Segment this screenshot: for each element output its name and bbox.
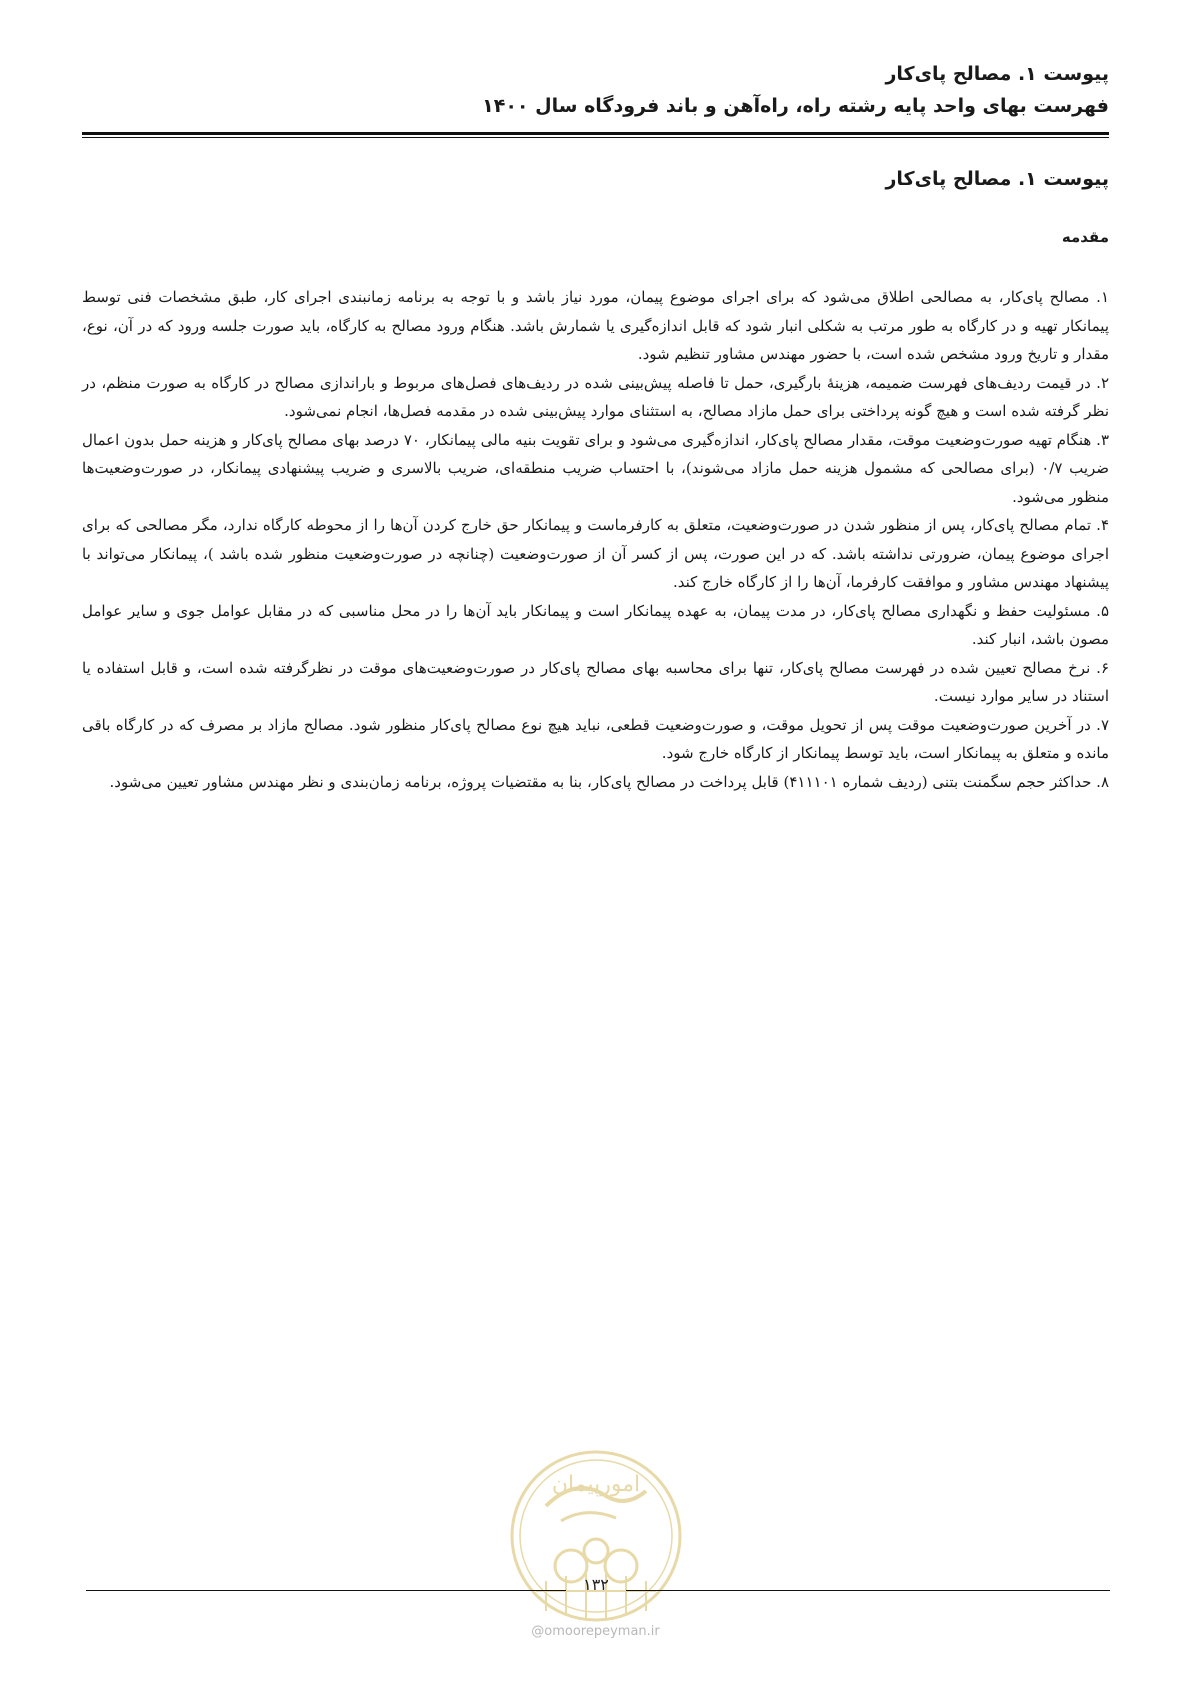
header-rule-thick [82, 132, 1109, 135]
website-watermark: @omoorepeyman.ir [531, 1624, 660, 1639]
paragraph-3: ۳. هنگام تهیه صورت‌وضعیت موقت، مقدار مصالح پای‌کار، اندازه‌گیری می‌شود و برای تقویت بنیه مالی پیمانکار، ۷۰ درصد بهای مصالح پای‌کار و هزینه حمل بدون اعمال ضریب ۰/۷ (برای مصالحی که مشمول هزینه حمل مازاد می‌شوند)، با احتساب ضریب منطقه‌ای، ضریب بالاسری و ضریب پیشنهادی پیمانکار، در صورت‌وضعیت‌ها منظور می‌شود. [82, 430, 1110, 506]
omoore-peyman-seal-icon [506, 1446, 686, 1626]
header-price-list-title: فهرست بهای واحد پایه رشته راه، راه‌آهن و باند فرودگاه سال ۱۴۰۰ [482, 95, 1109, 117]
header-rule-thin [82, 137, 1109, 138]
header-appendix-title: پیوست ۱. مصالح پای‌کار [885, 63, 1109, 85]
paragraph-2: ۲. در قیمت ردیف‌های فهرست ضمیمه، هزینهٔ بارگیری، حمل تا فاصله پیش‌بینی شده در ردیف‌های فصل‌های مربوط و باراندازی مصالح در کارگاه به صورت منظم، در نظر گرفته شده است و هیچ گونه پرداختی برای حمل مازاد مصالح، به استثنای موارد پیش‌بینی شده در مقدمه فصل‌ها، انجام نمی‌شود. [82, 373, 1109, 420]
paragraph-6: ۶. نرخ مصالح تعیین شده در فهرست مصالح پای‌کار، تنها برای محاسبه بهای مصالح پای‌کار در صورت‌وضعیت‌های موقت در نظرگرفته شده است، و قابل استفاده یا استناد در سایر موارد نیست. [82, 658, 1109, 705]
footer-rule-left [86, 1590, 566, 1591]
footer-rule-right [626, 1590, 1110, 1591]
paragraph-1: ۱. مصالح پای‌کار، به مصالحی اطلاق می‌شود که برای اجرای موضوع پیمان، مورد نیاز باشد و با توجه به برنامه زمانبندی اجرای کار، طبق مشخصات فنی توسط پیمانکار تهیه و در کارگاه به طور مرتب به شکلی انبار شود که قابل اندازه‌گیری یا شمارش باشد. هنگام ورود مصالح به کارگاه، باید صورت جلسه ورود که در آن، نوع، مقدار و تاریخ ورود مشخص شده است، با حضور مهندس مشاور تنظیم شود. [82, 288, 1109, 363]
seal-text: امورپیمان [551, 1472, 641, 1497]
paragraph-8: ۸. حداکثر حجم سگمنت بتنی (ردیف شماره ۴۱۱۱۰۱) قابل پرداخت در مصالح پای‌کار، بنا به مقتضیات پروژه، برنامه زمان‌بندی و نظر مهندس مشاور تعیین می‌شود. [109, 772, 1109, 791]
intro-heading: مقدمه [1061, 228, 1109, 246]
paragraph-5: ۵. مسئولیت حفظ و نگهداری مصالح پای‌کار، در مدت پیمان، به عهده پیمانکار است و پیمانکار باید آن‌ها را در محل مناسبی که در مقابل عوامل جوی و سایر عوامل مصون باشد، انبار کند. [82, 601, 1109, 648]
page-header [82, 58, 1109, 122]
page-number: ۱۳۲ [583, 1575, 609, 1594]
body-text [82, 283, 1109, 796]
paragraph-7: ۷. در آخرین صورت‌وضعیت موقت پس از تحویل موقت، و صورت‌وضعیت قطعی، نباید هیچ نوع مصالح پای‌کار منظور شود. مصالح مازاد بر مصرف که در کارگاه باقی مانده و متعلق به پیمانکار است، باید توسط پیمانکار از کارگاه خارج شود. [82, 715, 1109, 762]
paragraph-4: ۴. تمام مصالح پای‌کار، پس از منظور شدن در صورت‌وضعیت، متعلق به کارفرماست و پیمانکار حق خارج کردن آن‌ها را از محوطه کارگاه ندارد، مگر مصالحی که برای اجرای موضوع پیمان، ضرورتی نداشته باشد. که در این صورت، پس از کسر آن از صورت‌وضعیت (چنانچه در صورت‌وضعیت منظور شده باشد )، پیمانکار می‌تواند با پیشنهاد مهندس مشاور و موافقت کارفرما، آن‌ها را از کارگاه خارج کند. [82, 516, 1109, 591]
section-title: پیوست ۱. مصالح پای‌کار [885, 168, 1109, 190]
